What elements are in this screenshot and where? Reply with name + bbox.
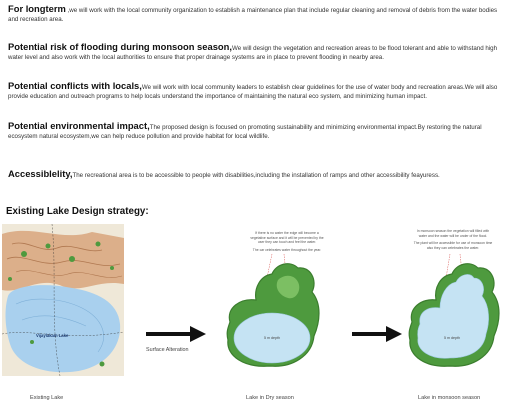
dry-pond-depth-label: 5 m depth: [264, 336, 280, 340]
paragraph-heading: Potential risk of flooding during monsoon season,: [8, 41, 232, 52]
paragraph-text: We will work with local community leaders to establish clear guidelines for the use of water body and recreation areas.We will also provide education and outreach programs to help locals understand the importance of maintaining the natural eco system, and minimizing human impact.: [8, 84, 498, 100]
caption-dry-season: Lake in Dry season: [246, 395, 294, 401]
monsoon-season-pond: [402, 252, 506, 372]
paragraph-text: ,we will work with the local community organization to establish a maintenance plan that include regular cleaning and removal of debris from the water bodies and recreation area.: [8, 7, 498, 23]
monsoon-season-note: [410, 229, 496, 250]
note-line: also they can celebrates the water.: [426, 245, 480, 250]
note-line: In monsoon season the vegetation will filled with: [416, 229, 490, 233]
paragraph-conflicts: [8, 82, 508, 101]
dry-season-note: [244, 231, 330, 252]
paragraph-heading: Potential conflicts with locals,: [8, 80, 142, 91]
caption-existing-lake: Existing Lake: [30, 395, 64, 401]
note-line: water and the water will be under of the flood.: [418, 233, 488, 238]
caption-monsoon-season: Lake in monsoon season: [418, 395, 481, 401]
note-line: If there is no water the edge will become a: [255, 231, 319, 235]
paragraph-heading: For longterm: [8, 3, 66, 14]
note-line: vegetative surface and it will be prevented by the: [250, 235, 324, 240]
paragraph-text: We will design the vegetation and recreation areas to be flood tolerant and able to withstand high water level and also work with the local authorities to ensure that proper drainage systems are in place to prevent flooding in nearby area.: [8, 45, 498, 61]
map-lake-label: Vijaylakam Lake: [36, 333, 69, 338]
paragraph-text: The proposed design is focused on promoting sustainability and minimizing environmental impact.By restoring the natural ecosystem natural ecosystem,we can help reduce pollution and provide habitat for local wildlife.: [8, 124, 482, 140]
paragraph-accessibility: [8, 170, 508, 181]
arrow-right-icon: [352, 326, 402, 342]
arrow-right-icon: [146, 326, 206, 342]
paragraph-heading: Potential environmental impact,: [8, 120, 150, 131]
note-line: The car celebrates water throughout the year.: [252, 247, 322, 252]
note-line: The plant will be accessible for use of monsoon time: [413, 241, 493, 246]
paragraph-longterm: [8, 5, 508, 24]
paragraph-flooding: [8, 43, 508, 62]
arrow-label: Surface Alteration: [146, 347, 189, 353]
existing-lake-map: [2, 224, 124, 376]
section-title: Existing Lake Design strategy:: [6, 206, 149, 217]
note-line: user they can touch and feel the water.: [257, 240, 317, 245]
paragraph-environment: [8, 122, 508, 141]
paragraph-heading: Accessiblelity,: [8, 168, 73, 179]
paragraph-text: The recreational area is to be accessible to people with disabilities,including the installation of ramps and other accessibility feayuress.: [72, 172, 440, 179]
monsoon-pond-depth-label: 5 m depth: [444, 336, 460, 340]
dry-season-pond: [218, 252, 330, 372]
